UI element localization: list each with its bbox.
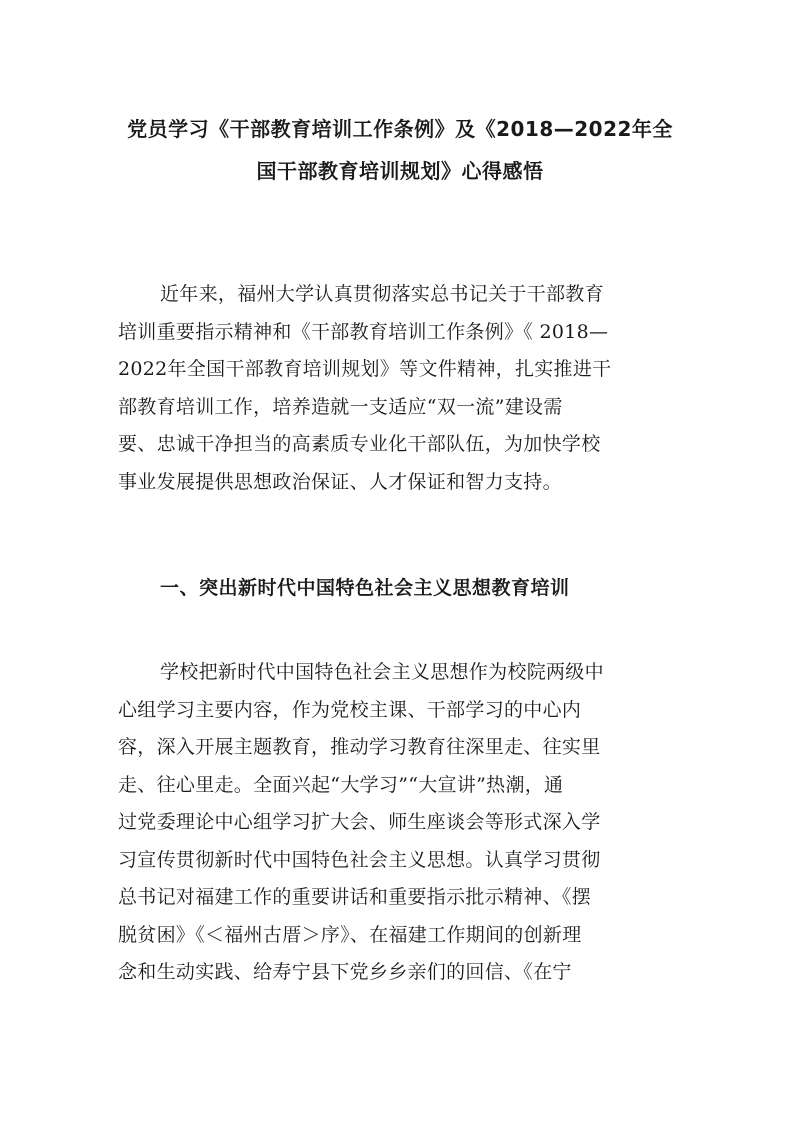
paragraph-line: 培训重要指示精神和《干部教育培训工作条例》《 2018—	[118, 320, 609, 343]
paragraph-line: 过党委理论中心组学习扩大会、师生座谈会等形式深入学	[118, 811, 601, 833]
paragraph-line: 近年来，福州大学认真贯彻落实总书记关于干部教育	[160, 283, 604, 305]
title-line-1: 党员学习《干部教育培训工作条例》及《2018—2022年全	[127, 117, 673, 141]
intro-paragraph	[118, 276, 678, 501]
paragraph-line: 念和生动实践、给寿宁县下党乡乡亲们的回信、《在宁	[118, 961, 572, 983]
paragraph-line: 习宣传贯彻新时代中国特色社会主义思想。认真学习贯彻	[118, 848, 601, 871]
paragraph-line: 要、忠诚干净担当的高素质专业化干部队伍，为加快学校	[118, 433, 601, 455]
paragraph-line: 容，深入开展主题教育，推动学习教育往深里走、往实里	[118, 736, 601, 758]
paragraph-line: 2022年全国干部教育培训规划》等文件精神，扎实推进干	[118, 358, 612, 380]
paragraph-line: 脱贫困》《＜福州古厝＞序》、在福建工作期间的创新理	[118, 923, 582, 946]
paragraph-line: 心组学习主要内容，作为党校主课、干部学习的中心内	[118, 698, 582, 721]
document-title	[110, 108, 690, 192]
section-heading: 一、突出新时代中国特色社会主义思想教育培训	[160, 577, 570, 599]
title-line-2: 国干部教育培训规划》心得感悟	[256, 159, 544, 183]
paragraph-line: 学校把新时代中国特色社会主义思想作为校院两级中	[160, 661, 604, 683]
paragraph-line: 事业发展提供思想政治保证、人才保证和智力支持。	[118, 470, 562, 493]
paragraph-line: 总书记对福建工作的重要讲话和重要指示批示精神、《摆	[118, 886, 592, 908]
section-paragraph	[118, 654, 678, 992]
paragraph-line: 走、往心里走。全面兴起“大学习”“大宣讲”热潮，通	[118, 773, 564, 796]
paragraph-line: 部教育培训工作，培养造就一支适应“双一流”建设需	[118, 395, 563, 418]
